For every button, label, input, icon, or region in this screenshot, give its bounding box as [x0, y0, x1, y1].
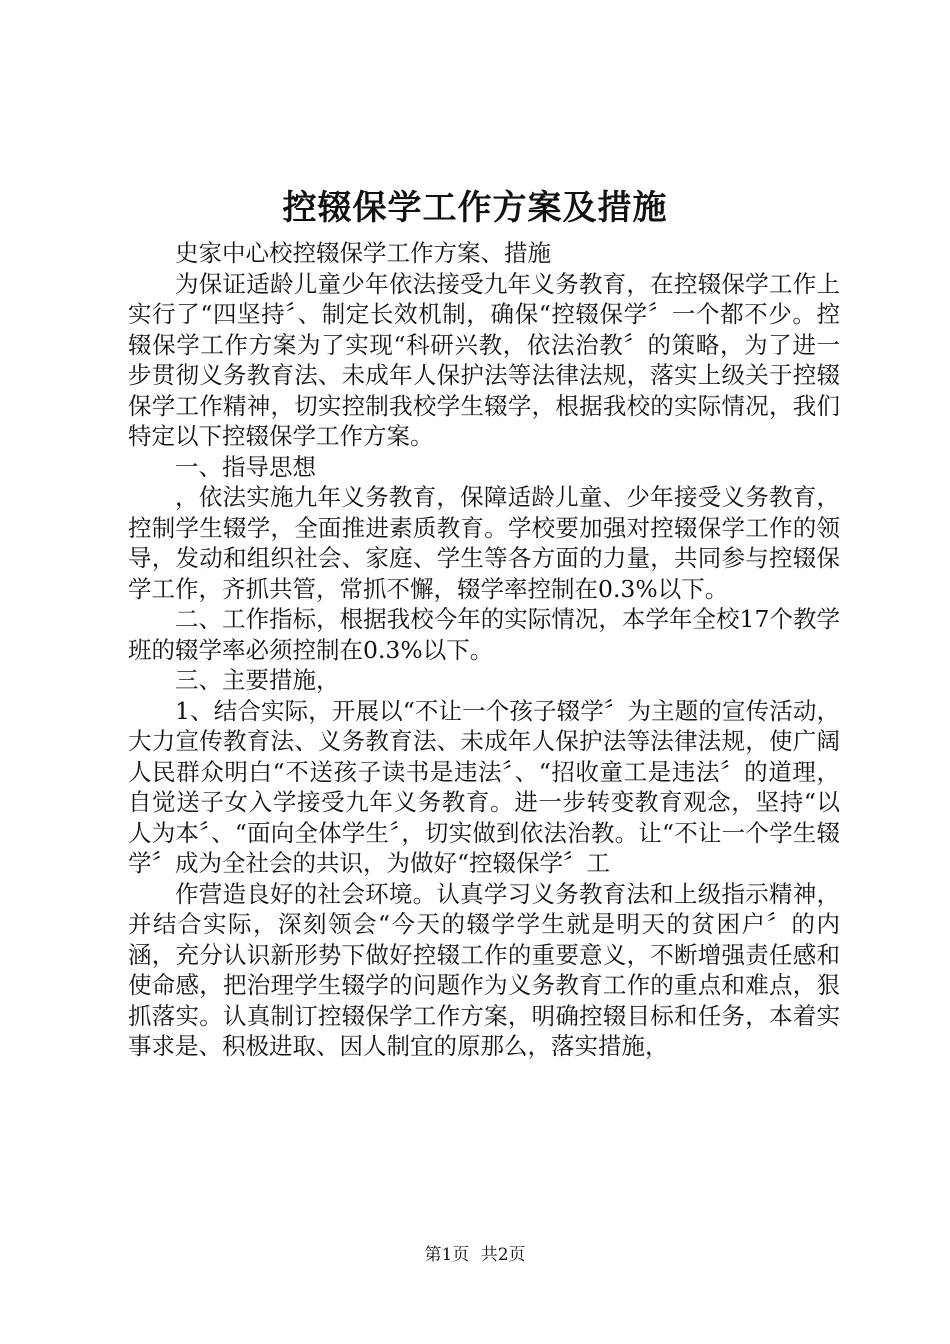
paragraph-guiding-ideology: ，依法实施九年义务教育，保障适龄儿童、少年接受义务教育，控制学生辍学，全面推进素质教育。学校要加强对控辍保学工作的领导，发动和组织社会、家庭、学生等各方面的力量，共同参与控辍保学工作，齐抓共管，常抓不懈，辍学率控制在0.3%以下。 — [128, 483, 840, 603]
section-heading-main-measures: 三、主要措施， — [175, 666, 340, 694]
paragraph-measure-1: 1、结合实际，开展以“不让一个孩子辍学〞为主题的宣传活动，大力宣传教育法、义务教育法、未成年人保护法等法律法规，使广阔人民群众明白“不送孩子读书是违法〞、“招收童工是违法〞的道理，自觉送子女入学接受九年义务教育。进一步转变教育观念，坚持“以人为本〞、“面向全体学生〞，切实做到依法治教。让“不让一个学生辍学〞成为全社会的共识，为做好“控辍保学〞工 — [128, 696, 840, 877]
paragraph-intro: 为保证适龄儿童少年依法接受九年义务教育，在控辍保学工作上实行了“四坚持〞、制定长效机制，确保“控辍保学〞一个都不少。控辍保学工作方案为了实现“科研兴教，依法治教〞的策略，为了进一步贯彻义务教育法、未成年人保护法等法律法规，落实上级关于控辍保学工作精神，切实控制我校学生辍学，根据我校的实际情况，我们特定以下控辍保学工作方案。 — [128, 269, 840, 450]
page-number: 第1页 — [424, 1245, 470, 1265]
section-heading-guiding-ideology: 一、指导思想 — [175, 452, 316, 481]
paragraph-measure-1-continued: 作营造良好的社会环境。认真学习义务教育法和上级指示精神，并结合实际，深刻领会“今天的辍学学生就是明天的贫困户〞的内涵，充分认识新形势下做好控辍工作的重要意义，不断增强责任感和使命感，把治理学生辍学的问题作为义务教育工作的重点和难点，狠抓落实。认真制订控辍保学工作方案，明确控辍目标和任务，本着实事求是、积极进取、因人制宜的原那么，落实措施， — [128, 879, 840, 1060]
document-title: 控辍保学工作方案及措施 — [282, 188, 668, 228]
paragraph-work-targets: 二、工作指标，根据我校今年的实际情况，本学年全校17个教学班的辍学率必须控制在0.3%以下。 — [128, 605, 840, 664]
page-total: 共2页 — [480, 1245, 526, 1265]
document-body — [128, 238, 840, 1062]
paragraph-subtitle: 史家中心校控辍保学工作方案、措施 — [175, 239, 551, 267]
page-footer — [0, 1243, 950, 1267]
